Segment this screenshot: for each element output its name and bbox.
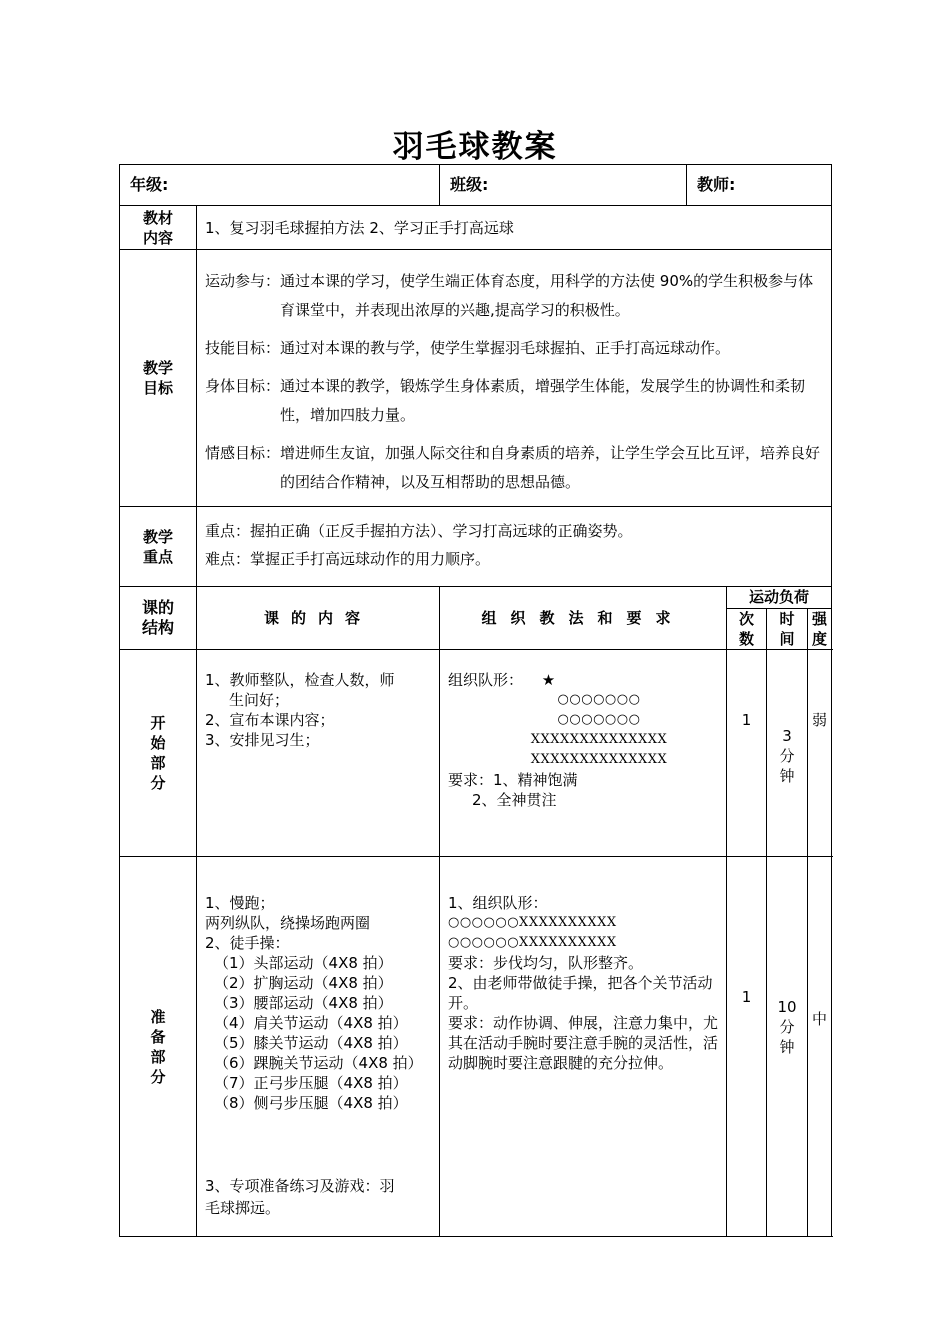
start-section-row xyxy=(120,650,832,857)
header-row xyxy=(120,165,832,206)
keypoints-text xyxy=(197,507,832,587)
exercise-item: （5）膝关节运动（4X8 拍） xyxy=(214,1034,408,1052)
objective-item: 情感目标： 增进师生友谊，加强人际交往和自身素质的培养，让学生学会互比互评，培养良好的团结合作精神，以及互相帮助的思想品德。 xyxy=(205,444,821,491)
formation-label: 组织队形： xyxy=(448,671,524,689)
formation-row: ○○○○○○XXXXXXXXXX xyxy=(448,915,617,930)
special-prep: 3、专项准备练习及游戏：羽 毛球掷远。 xyxy=(205,1177,395,1217)
method-header: 组织教法和要求 xyxy=(440,587,727,650)
requirement-2: 2、全神贯注 xyxy=(472,791,557,809)
page-title: 羽毛球教案 xyxy=(392,129,558,165)
class-cell xyxy=(440,165,687,206)
prep-content: 1、慢跑； 两列纵队，绕操场跑两圈 2、徒手操： （1）头部运动（4X8 拍） （2）扩胸运动（4X8 拍） （3）腰部运动（4X8 拍） （4）肩关节运动（4X8 拍） （5）膝关节运动（4X8 拍） （6）踝腕关节运动（4X8 拍） （7）正弓步压腿（4X8 拍） （8）侧弓步压腿（4X8 拍） 3、专项准备练习及游戏：羽 毛球掷远。 xyxy=(197,857,440,1237)
teacher-cell xyxy=(687,165,832,206)
exercise-item: （7）正弓步压腿（4X8 拍） xyxy=(214,1074,408,1092)
intensity-header: 强 度 xyxy=(808,609,832,650)
objective-item: 身体目标： 通过本课的教学，锻炼学生身体素质，增强学生体能，发展学生的协调性和柔韧性，增加四肢力量。 xyxy=(205,377,806,424)
content-text: 1、复习羽毛球握拍方法 2、学习正手打高远球 xyxy=(197,206,832,250)
grade-cell xyxy=(120,165,440,206)
prep-time: 10 分 钟 xyxy=(767,857,808,1237)
formation-row: XXXXXXXXXXXXXX xyxy=(530,752,668,767)
start-section-label: 开 始 部 分 xyxy=(120,650,197,857)
start-count: 1 xyxy=(727,650,767,857)
exercise-item: （2）扩胸运动（4X8 拍） xyxy=(214,974,393,992)
prep-section-label: 准 备 部 分 xyxy=(120,857,197,1237)
keypoints-label: 教学 重点 xyxy=(120,507,197,587)
prep-section-row xyxy=(120,857,832,1237)
requirement-1: 要求：1、精神饱满 xyxy=(448,771,578,789)
grade-label: 年级: xyxy=(130,175,169,194)
formation-row: XXXXXXXXXXXXXX xyxy=(530,732,668,747)
exercise-item: （6）踝腕关节运动（4X8 拍） xyxy=(214,1054,423,1072)
exercise-item: （8）侧弓步压腿（4X8 拍） xyxy=(214,1094,408,1112)
formation-row: ○○○○○○○ xyxy=(557,712,641,727)
content-header: 课的内容 xyxy=(197,587,440,650)
objectives-row xyxy=(120,250,832,507)
count-header: 次 数 xyxy=(727,609,767,650)
objectives-label: 教学 目标 xyxy=(120,250,197,507)
content-row xyxy=(120,206,832,250)
content-label: 教材 内容 xyxy=(120,206,197,250)
start-time: 3 分 钟 xyxy=(767,650,808,857)
key-point: 重点：握拍正确（正反手握拍方法）、学习打高远球的正确姿势。 xyxy=(205,522,633,540)
prep-method: 1、组织队形： ○○○○○○XXXXXXXXXX ○○○○○○XXXXXXXXXX 要求：步伐均匀，队形整齐。 2、由老师带做徒手操，把各个关节活动开。 要求：动作协调、伸展，注意力集中，尤其在活动手腕时要注意手腕的灵活性，活动脚腕时要注意跟腱的充分拉伸。 xyxy=(440,857,727,1237)
star-icon: ★ xyxy=(541,671,556,689)
exercise-item: （1）头部运动（4X8 拍） xyxy=(214,954,393,972)
difficulty-point: 难点：掌握正手打高远球动作的用力顺序。 xyxy=(205,550,491,568)
teacher-label: 教师: xyxy=(697,175,736,194)
objectives-list xyxy=(197,250,832,507)
start-method xyxy=(440,650,727,857)
start-content: 1、教师整队，检查人数，师 生问好； 2、宣布本课内容； 3、安排见习生； xyxy=(197,650,440,857)
formation-row: ○○○○○○XXXXXXXXXX xyxy=(448,935,617,950)
structure-header: 课的 结构 xyxy=(120,587,197,650)
time-header: 时 间 xyxy=(767,609,808,650)
prep-intensity: 中 xyxy=(808,857,832,1237)
column-header-row xyxy=(120,587,832,609)
lesson-plan-table xyxy=(119,164,832,1237)
exercise-item: （4）肩关节运动（4X8 拍） xyxy=(214,1014,408,1032)
keypoints-row xyxy=(120,507,832,587)
class-label: 班级: xyxy=(450,175,489,194)
load-header: 运动负荷 xyxy=(727,587,832,609)
start-intensity: 弱 xyxy=(808,650,832,857)
formation-row: ○○○○○○○ xyxy=(557,692,641,707)
objective-item: 技能目标： 通过对本课的教与学，使学生掌握羽毛球握拍、正手打高远球动作。 xyxy=(205,339,731,357)
objective-item: 运动参与： 通过本课的学习，使学生端正体育态度，用科学的方法使 90%的学生积极参与体育课堂中，并表现出浓厚的兴趣,提高学习的积极性。 xyxy=(205,272,814,319)
exercise-item: （3）腰部运动（4X8 拍） xyxy=(214,994,393,1012)
prep-count: 1 xyxy=(727,857,767,1237)
